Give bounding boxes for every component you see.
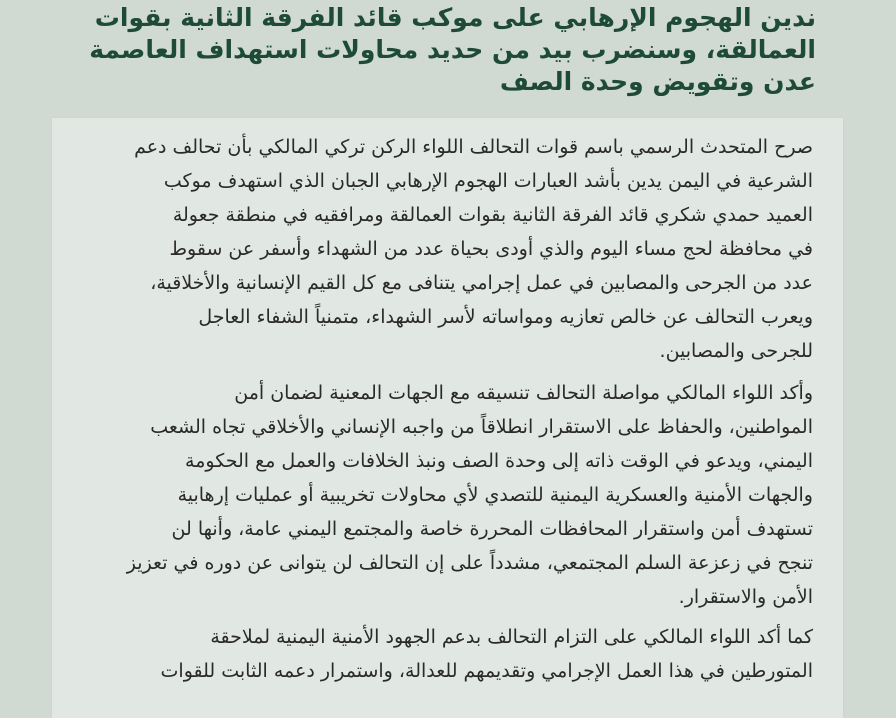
text-line: المواطنين، والحفاظ على الاستقرار انطلاقاً من واجبه الإنساني والأخلاقي تجاه الشعب [150,416,813,438]
text-line: للجرحى والمصابين. [659,340,813,362]
text-line: كما أكد اللواء المالكي على التزام التحالف بدعم الجهود الأمنية اليمنية لملاحقة [210,626,813,648]
article-panel [52,118,843,718]
paragraph-1 [78,130,813,368]
text-line: العميد حمدي شكري قائد الفرقة الثانية بقوات العمالقة ومرافقيه في منطقة جعولة [172,204,813,226]
headline-line: عدن وتقويض وحدة الصف [499,67,816,96]
paragraph-2 [78,376,813,614]
text-line: المتورطين في هذا العمل الإجرامي وتقديمهم للعدالة، واستمرار دعمه الثابت للقوات [160,660,813,682]
text-line: ويعرب التحالف عن خالص تعازيه ومواساته لأسر الشهداء، متمنياً الشفاء العاجل [198,306,813,328]
text-line: تنجح في زعزعة السلم المجتمعي، مشدداً على إن التحالف لن يتوانى عن دوره في تعزيز [126,552,813,574]
text-line: اليمني، ويدعو في الوقت ذاته إلى وحدة الصف ونبذ الخلافات والعمل مع الحكومة [185,450,813,472]
headline-line: العمالقة، وسنضرب بيد من حديد محاولات استهداف العاصمة [89,35,816,64]
text-line: الشرعية في اليمن يدين بأشد العبارات الهجوم الإرهابي الجبان الذي استهدف موكب [163,170,813,192]
text-line: في محافظة لحج مساء اليوم والذي أودى بحياة عدد من الشهداء وأسفر عن سقوط [169,238,813,260]
headline [76,2,816,98]
text-line: عدد من الجرحى والمصابين في عمل إجرامي يتنافى مع كل القيم الإنسانية والأخلاقية، [150,272,813,294]
headline-line: ندين الهجوم الإرهابي على موكب قائد الفرقة الثانية بقوات [94,3,816,32]
text-line: والجهات الأمنية والعسكرية اليمنية للتصدي لأي محاولات تخريبية أو عمليات إرهابية [177,484,813,506]
paragraph-3 [78,620,813,688]
text-line: تستهدف أمن واستقرار المحافظات المحررة خاصة والمجتمع اليمني عامة، وأنها لن [171,518,813,540]
text-line: الأمن والاستقرار. [678,586,813,608]
text-line: وأكد اللواء المالكي مواصلة التحالف تنسيقه مع الجهات المعنية لضمان أمن [234,382,813,404]
text-line: صرح المتحدث الرسمي باسم قوات التحالف اللواء الركن تركي المالكي بأن تحالف دعم [134,136,813,158]
